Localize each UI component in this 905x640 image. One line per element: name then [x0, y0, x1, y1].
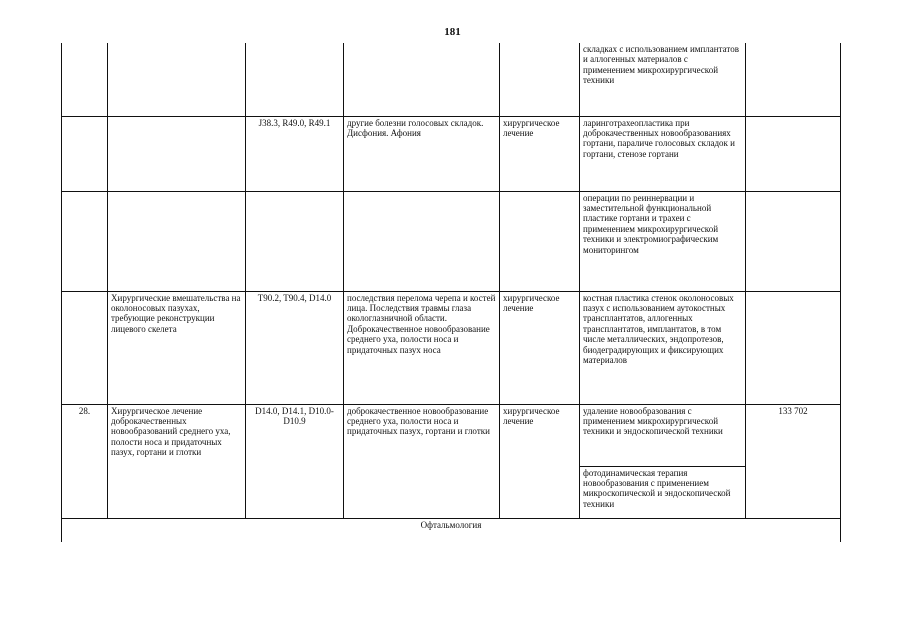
treatment-method: фотодинамическая терапия новообразования с применением микроскопической и эндоскопической техники [580, 466, 746, 518]
treatment-type: хирургическое лечение [500, 116, 580, 191]
price [746, 116, 841, 191]
treatment-method: складках с использованием имплантатов и аллогенных материалов с применением микрохирургической техники [580, 43, 746, 116]
intervention-name: Хирургические вмешательства на околоносовых пазухах, требующие реконструкции лицевого скелета [108, 291, 246, 404]
treatment-type [500, 43, 580, 116]
price: 133 702 [746, 404, 841, 518]
treatment-method: ларинготрахеопластика при доброкачественных новообразованиях гортани, параличе голосовых складок и гортани, стенозе гортани [580, 116, 746, 191]
treatment-method: удаление новообразования с применением микрохирургической техники и эндоскопической техники [580, 404, 746, 466]
icd-codes: J38.3, R49.0, R49.1 [246, 116, 344, 191]
diagnosis: доброкачественное новообразование среднего уха, полости носа и придаточных пазух, гортани и глотки [344, 404, 500, 518]
table-row-28 [62, 404, 841, 466]
treatment-type [500, 191, 580, 291]
price [746, 43, 841, 116]
diagnosis: последствия перелома черепа и костей лица. Последствия травмы глаза окологлазничной области. Доброкачественное новообразование среднего уха, полости носа и придаточных пазух носа [344, 291, 500, 404]
row-number: 28. [62, 404, 108, 518]
intervention-name [108, 191, 246, 291]
icd-codes: D14.0, D14.1, D10.0-D10.9 [246, 404, 344, 518]
diagnosis [344, 43, 500, 116]
table-row [62, 291, 841, 404]
row-number [62, 43, 108, 116]
price [746, 291, 841, 404]
diagnosis: другие болезни голосовых складок. Дисфония. Афония [344, 116, 500, 191]
table-row [62, 43, 841, 116]
intervention-name: Хирургическое лечение доброкачественных новообразований среднего уха, полости носа и придаточных пазух, гортани и глотки [108, 404, 246, 518]
section-row [62, 518, 841, 542]
treatment-method: костная пластика стенок околоносовых пазух с использованием аутокостных трансплантатов, аллогенных трансплантатов, имплантатов, в том числе металлических, эндопротезов, биодеградирующих и фиксирующих материалов [580, 291, 746, 404]
treatment-type: хирургическое лечение [500, 291, 580, 404]
medical-services-table [61, 43, 841, 542]
intervention-name [108, 116, 246, 191]
row-number [62, 291, 108, 404]
icd-codes [246, 191, 344, 291]
row-number [62, 116, 108, 191]
row-number [62, 191, 108, 291]
icd-codes [246, 43, 344, 116]
page-number: 181 [444, 26, 461, 38]
treatment-method: операции по реиннервации и заместительной функциональной пластике гортани и трахеи с применением микрохирургической техники и электромиографическим мониторингом [580, 191, 746, 291]
section-title: Офтальмология [62, 518, 841, 542]
price [746, 191, 841, 291]
intervention-name [108, 43, 246, 116]
treatment-type: хирургическое лечение [500, 404, 580, 518]
table-row [62, 116, 841, 191]
table-row [62, 191, 841, 291]
icd-codes: T90.2, T90.4, D14.0 [246, 291, 344, 404]
diagnosis [344, 191, 500, 291]
